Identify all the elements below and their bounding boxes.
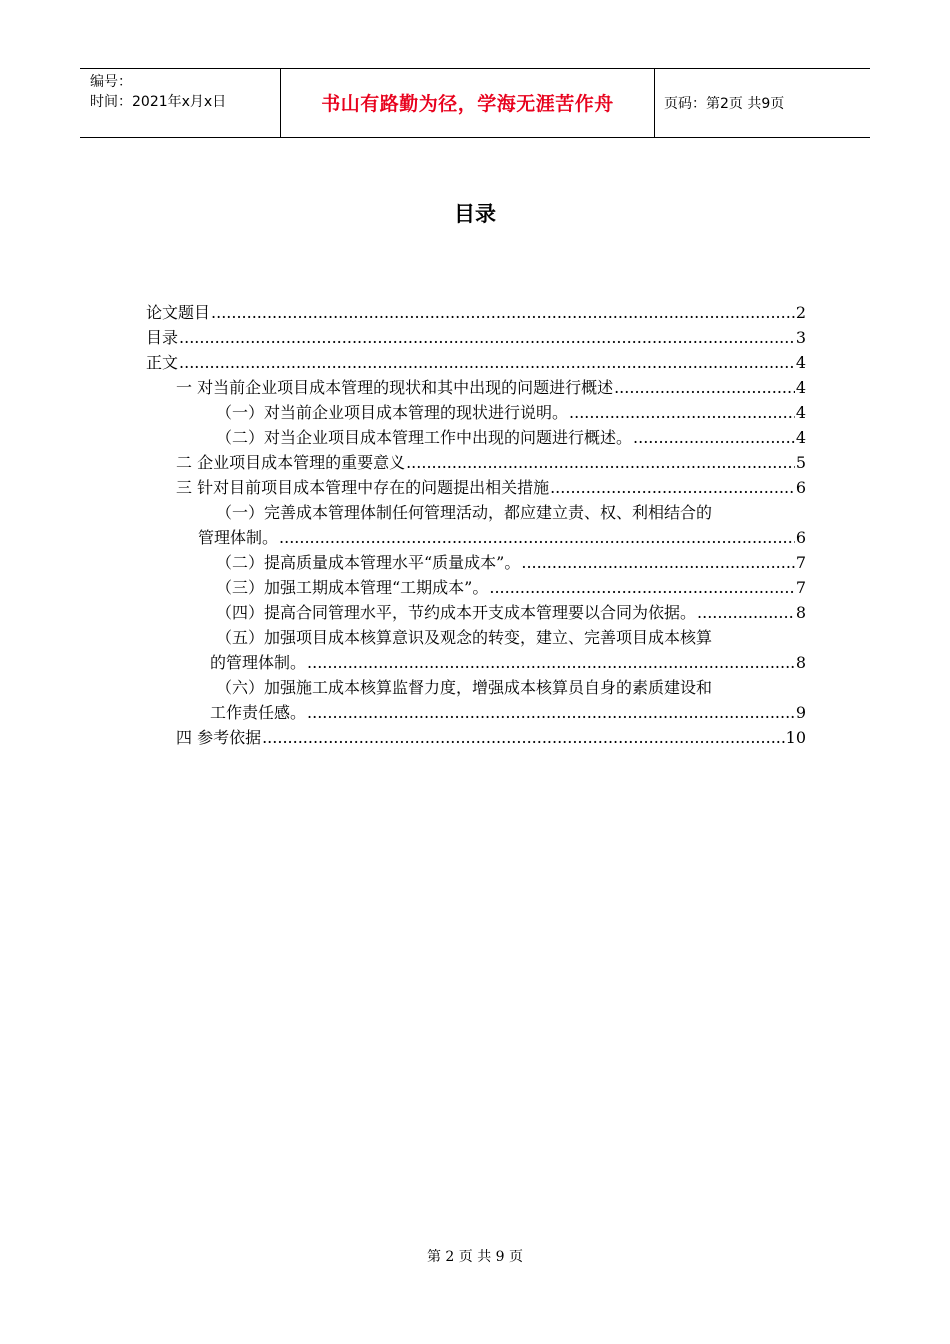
time-label: 时间：2021年x月x日: [90, 94, 227, 110]
toc-entry-continuation: 的管理体制。: [210, 653, 307, 672]
toc-leader: [633, 428, 795, 447]
toc-page-number: 10: [785, 728, 806, 747]
toc-leader: [489, 578, 794, 597]
toc-leader: [211, 303, 795, 322]
toc-leader: [179, 328, 795, 347]
page-label: 页码：第2页 共9页: [664, 96, 785, 112]
toc-entry-text[interactable]: （六）加强施工成本核算监督力度，增强成本核算员自身的素质建设和: [216, 678, 713, 697]
toc-leader: [521, 553, 794, 572]
toc-page-number: 4: [795, 428, 806, 447]
toc-entry[interactable]: [176, 475, 806, 498]
toc-page-number: 8: [795, 653, 806, 672]
toc-page-number: 4: [795, 353, 806, 372]
toc-leader: [307, 703, 795, 722]
toc-entry-text: 四 参考依据: [176, 728, 262, 747]
toc-entry[interactable]: [210, 700, 806, 723]
toc-entry-text: 目录: [146, 328, 179, 347]
toc-entry-text: 正文: [146, 353, 179, 372]
toc-entry[interactable]: [176, 725, 806, 748]
toc-entry-text[interactable]: （一）完善成本管理体制任何管理活动，都应建立责、权、利相结合的: [216, 503, 713, 522]
toc-entry[interactable]: [216, 425, 806, 448]
toc-leader: [569, 403, 795, 422]
toc-leader: [614, 378, 795, 397]
toc-entry[interactable]: [216, 400, 806, 423]
header-motto-cell: [280, 69, 655, 137]
toc-page-number: 4: [795, 378, 806, 397]
toc-entry-continuation: 管理体制。: [198, 528, 279, 547]
toc-entry[interactable]: [146, 350, 806, 373]
toc-page-number: 6: [795, 478, 806, 497]
toc-leader: [550, 478, 795, 497]
page-title: 目录: [454, 202, 496, 226]
toc-entry-text: 三 针对目前项目成本管理中存在的问题提出相关措施: [176, 478, 550, 497]
toc-leader: [262, 728, 785, 747]
toc-leader: [697, 603, 795, 622]
toc-page-number: 3: [795, 328, 806, 347]
toc-entry-text[interactable]: （五）加强项目成本核算意识及观念的转变，建立、完善项目成本核算: [216, 628, 713, 647]
toc-leader: [179, 353, 795, 372]
toc-leader: [406, 453, 795, 472]
toc-leader: [307, 653, 795, 672]
toc-entry-text: 论文题目: [146, 303, 211, 322]
toc-page-number: 7: [795, 553, 806, 572]
toc-entry[interactable]: [146, 325, 806, 348]
toc-entry[interactable]: [146, 300, 806, 323]
toc-entry-text: （二）对当企业项目成本管理工作中出现的问题进行概述。: [216, 428, 633, 447]
page-header: [80, 68, 870, 138]
toc-entry[interactable]: [176, 450, 806, 473]
toc-entry[interactable]: [198, 525, 806, 548]
toc-page-number: 4: [795, 403, 806, 422]
page-footer: 第 2 页 共 9 页: [426, 1249, 524, 1265]
toc-entry[interactable]: [176, 375, 806, 398]
number-label: 编号：: [90, 74, 132, 90]
toc-page-number: 8: [795, 603, 806, 622]
toc-leader: [279, 528, 795, 547]
toc-entry-text: （四）提高合同管理水平，节约成本开支成本管理要以合同为依据。: [216, 603, 697, 622]
toc-page-number: 7: [795, 578, 806, 597]
toc-page-number: 5: [795, 453, 806, 472]
toc-entry-text: （一）对当前企业项目成本管理的现状进行说明。: [216, 403, 569, 422]
toc-entry-text: 二 企业项目成本管理的重要意义: [176, 453, 406, 472]
toc-entry-text: 一 对当前企业项目成本管理的现状和其中出现的问题进行概述: [176, 378, 614, 397]
toc-page-number: 6: [795, 528, 806, 547]
motto-text: 书山有路勤为径，学海无涯苦作舟: [321, 93, 614, 115]
toc-entry-continuation: 工作责任感。: [210, 703, 307, 722]
toc-entry[interactable]: [216, 575, 806, 598]
toc-page-number: 2: [795, 303, 806, 322]
header-page-cell: [654, 69, 870, 137]
toc-entry-text: （三）加强工期成本管理“工期成本”。: [216, 578, 489, 597]
header-info-cell: [80, 69, 280, 137]
toc-entry[interactable]: [216, 600, 806, 623]
toc-entry[interactable]: [210, 650, 806, 673]
toc-entry[interactable]: [216, 550, 806, 573]
toc-page-number: 9: [795, 703, 806, 722]
toc-entry-text: （二）提高质量成本管理水平“质量成本”。: [216, 553, 521, 572]
